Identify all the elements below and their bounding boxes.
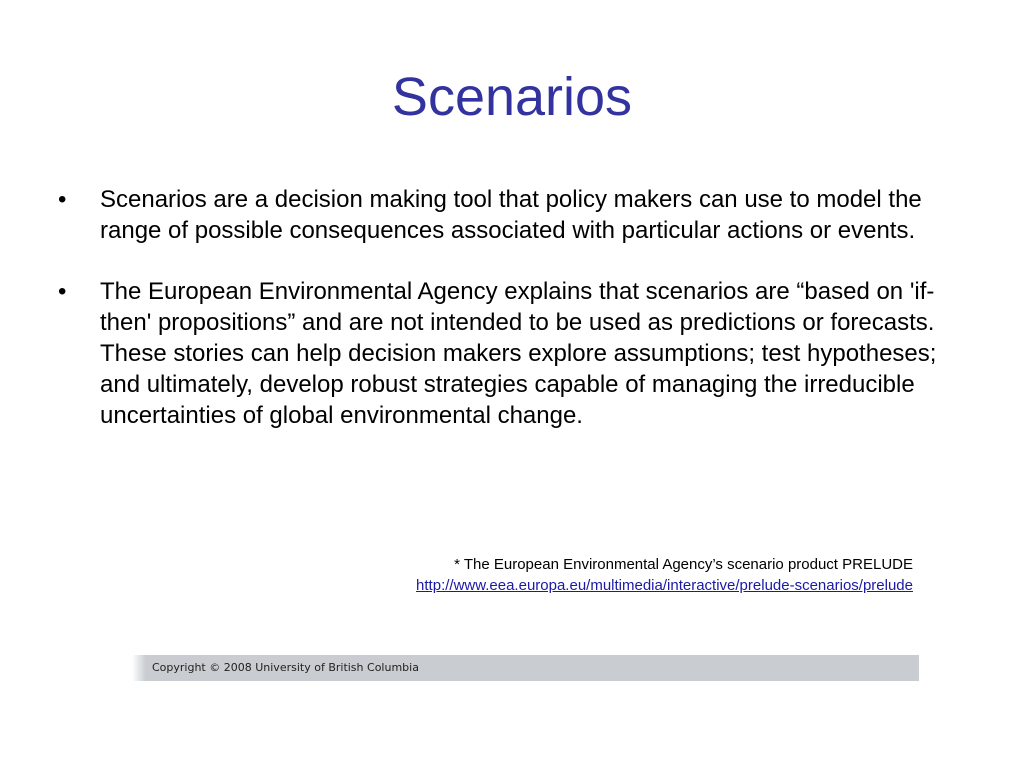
bullet-icon: • [58, 186, 67, 213]
footnote [416, 554, 913, 596]
footnote-text: * The European Environmental Agency’s scenario product PRELUDE [454, 556, 913, 573]
bullet-item [58, 276, 958, 431]
bullet-list [58, 184, 958, 461]
bullet-item [58, 184, 958, 246]
slide-title: Scenarios [391, 67, 633, 127]
copyright-text: Copyright © 2008 University of British Columbia [152, 661, 419, 674]
bullet-text: The European Environmental Agency explains that scenarios are “based on 'if-then' propositions” and are not intended to be used as predictions or forecasts. These stories can help decision makers explore assumptions; test hypotheses; and ultimately, develop robust strategies capable of managing the irreducible uncertainties of global environmental change. [100, 278, 937, 429]
footnote-link[interactable]: http://www.eea.europa.eu/multimedia/interactive/prelude-scenarios/prelude [416, 577, 913, 594]
copyright-bar [132, 655, 919, 681]
bullet-text: Scenarios are a decision making tool that policy makers can use to model the range of possible consequences associated with particular actions or events. [100, 186, 922, 244]
bullet-icon: • [58, 278, 67, 305]
